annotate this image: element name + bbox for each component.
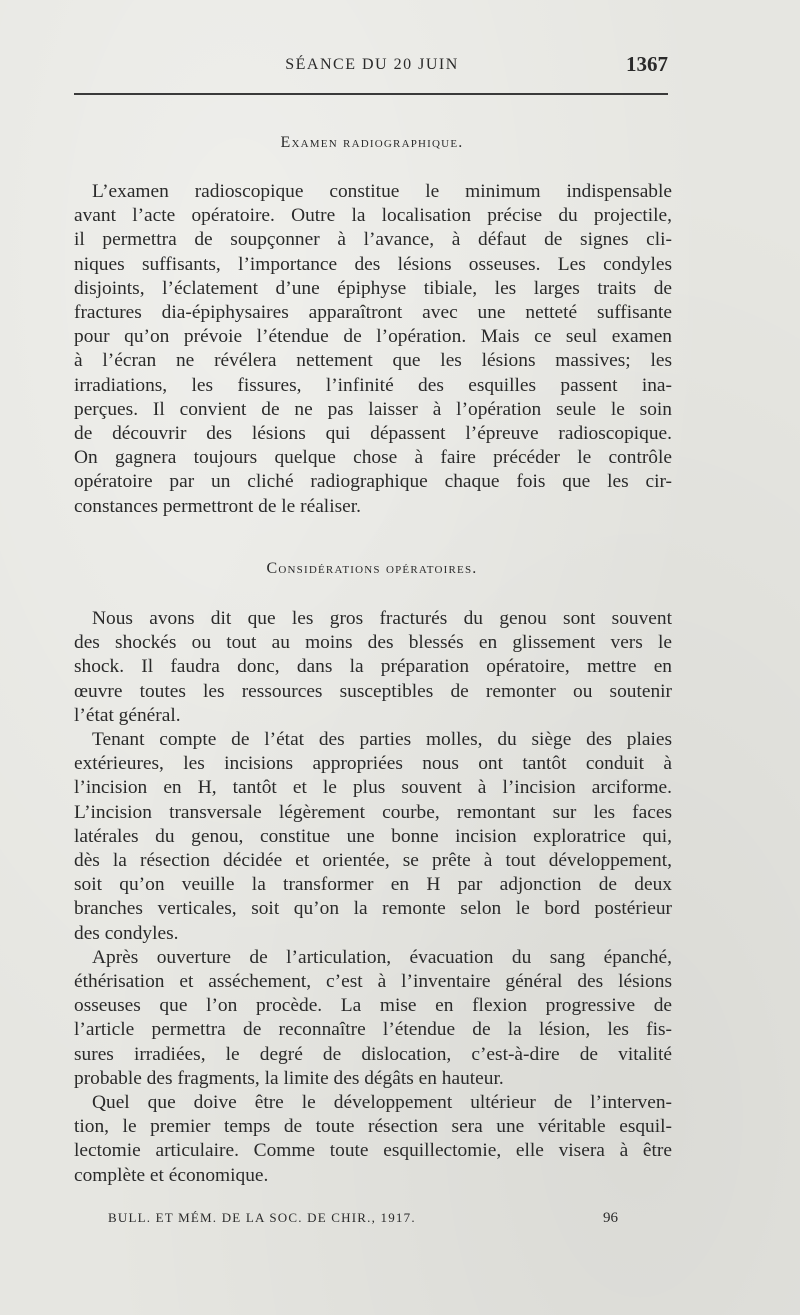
text-line: à l’écran ne révélera nettement que les lésions massives; les xyxy=(74,350,672,372)
text-line: L’incision transversale légèrement courbe, remontant sur les faces xyxy=(74,801,672,823)
text-line: complète et économique. xyxy=(74,1164,269,1186)
text-line: constances permettront de le réaliser. xyxy=(74,495,361,517)
text-line: avant l’acte opératoire. Outre la localisation précise du projectile, xyxy=(74,205,672,227)
text-line: l’article permettra de reconnaître l’étendue de la lésion, les fis- xyxy=(74,1019,672,1041)
text-line: Quel que doive être le développement ultérieur de l’interven- xyxy=(92,1092,672,1114)
text-line: Tenant compte de l’état des parties molles, du siège des plaies xyxy=(92,729,672,751)
text-line: osseuses que l’on procède. La mise en flexion progressive de xyxy=(74,995,672,1017)
text-line: opératoire par un cliché radiographique chaque fois que les cir- xyxy=(74,471,672,493)
header-rule xyxy=(74,93,668,95)
text-line: latérales du genou, constitue une bonne incision exploratrice qui, xyxy=(74,825,672,847)
text-line: pour qu’on prévoie l’étendue de l’opération. Mais ce seul examen xyxy=(74,326,672,348)
text-line: sures irradiées, le degré de dislocation, c’est-à-dire de vitalité xyxy=(74,1043,672,1065)
text-line: il permettra de soupçonner à l’avance, à défaut de signes cli- xyxy=(74,229,672,251)
text-line: irradiations, les fissures, l’infinité des esquilles passent ina- xyxy=(74,374,672,396)
text-line: Après ouverture de l’articulation, évacuation du sang épanché, xyxy=(92,946,672,968)
text-line: soit qu’on veuille la transformer en H par adjonction de deux xyxy=(74,874,672,896)
text-line: des shockés ou tout au moins des blessés en glissement vers le xyxy=(74,632,672,654)
page-footer xyxy=(108,1210,618,1234)
text-line: branches verticales, soit qu’on la remonte selon le bord postérieur xyxy=(74,898,672,920)
text-line: fractures dia-épiphysaires apparaîtront avec une netteté suffisante xyxy=(74,302,672,324)
text-line: perçues. Il convient de ne pas laisser à l’opération seule le soin xyxy=(74,398,672,420)
running-head-title: SÉANCE DU 20 JUIN xyxy=(285,56,459,73)
page-number: 1367 xyxy=(626,52,668,76)
footer-citation: BULL. ET MÉM. DE LA SOC. DE CHIR., 1917. xyxy=(108,1210,416,1225)
text-line: L’examen radioscopique constitue le minimum indispensable xyxy=(92,181,672,202)
text-line: dès la résection décidée et orientée, se prête à tout développement, xyxy=(74,850,672,872)
text-line: extérieures, les incisions appropriées nous ont tantôt conduit à xyxy=(74,753,672,775)
footer-signature-number: 96 xyxy=(603,1210,618,1226)
section-heading-operative-considerations: Considérations opératoires. xyxy=(266,560,478,577)
running-head xyxy=(74,52,670,82)
text-line: tion, le premier temps de toute résection sera une véritable esquil- xyxy=(74,1116,672,1138)
text-line: niques suffisants, l’importance des lésions osseuses. Les condyles xyxy=(74,253,672,275)
text-line: éthérisation et asséchement, c’est à l’inventaire général des lésions xyxy=(74,971,672,993)
text-line: l’état général. xyxy=(74,704,181,726)
text-line: l’incision en H, tantôt et le plus souvent à l’incision arciforme. xyxy=(74,777,672,799)
text-line: On gagnera toujours quelque chose à faire précéder le contrôle xyxy=(74,447,672,469)
text-line: œuvre toutes les ressources susceptibles de remonter ou soutenir xyxy=(74,680,672,702)
section-body-operative-considerations xyxy=(74,607,672,1188)
section-heading-radiographic-exam: Examen radiographique. xyxy=(280,134,464,151)
text-line: Nous avons dit que les gros fracturés du genou sont souvent xyxy=(92,608,672,629)
text-line: probable des fragments, la limite des dégâts en hauteur. xyxy=(74,1067,504,1089)
text-line: lectomie articulaire. Comme toute esquillectomie, elle visera à être xyxy=(74,1140,672,1162)
text-line: de découvrir des lésions qui dépassent l’épreuve radioscopique. xyxy=(74,423,672,445)
text-line: des condyles. xyxy=(74,922,179,944)
text-line: shock. Il faudra donc, dans la préparation opératoire, mettre en xyxy=(74,656,672,678)
section-body-radiographic-exam xyxy=(74,180,672,519)
text-line: disjoints, l’éclatement d’une épiphyse tibiale, les larges traits de xyxy=(74,277,672,299)
